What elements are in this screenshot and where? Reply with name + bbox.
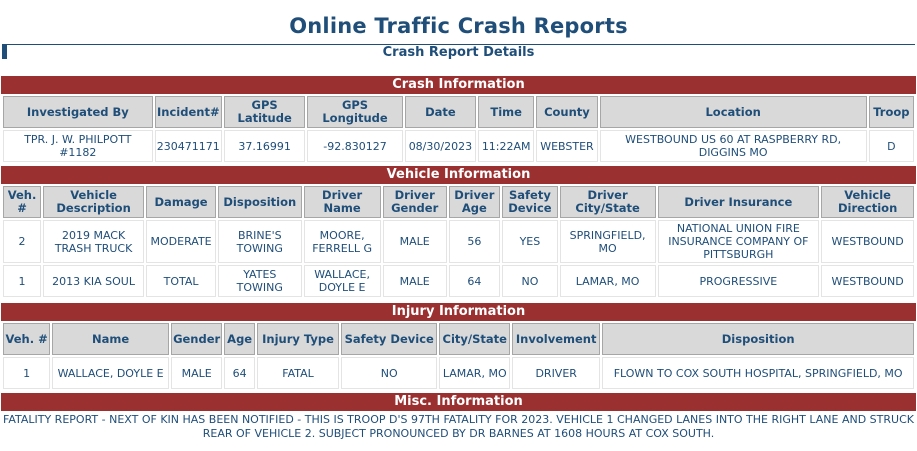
col-age: Age (224, 323, 255, 355)
col-name: Name (52, 323, 169, 355)
vehicle-table (1, 184, 916, 299)
driver-gender-value: MALE (383, 265, 447, 297)
col-date: Date (405, 96, 476, 128)
col-vehicle-direction: Vehicle Direction (821, 186, 914, 218)
crash-header-row (3, 96, 914, 128)
driver-insurance-value: NATIONAL UNION FIRE INSURANCE COMPANY OF PITTSBURGH (658, 220, 820, 263)
col-gender: Gender (171, 323, 222, 355)
col-county: County (536, 96, 597, 128)
gps-latitude-value: 37.16991 (224, 130, 305, 162)
vehicle-direction-value: WESTBOUND (821, 265, 914, 297)
col-veh-number: Veh. # (3, 323, 50, 355)
col-driver-gender: Driver Gender (383, 186, 447, 218)
involvement-value: DRIVER (512, 357, 600, 389)
veh-number-value: 1 (3, 357, 50, 389)
table-row (3, 220, 914, 263)
col-injury-type: Injury Type (257, 323, 339, 355)
injury-type-value: FATAL (257, 357, 339, 389)
table-row (3, 357, 914, 389)
col-damage: Damage (146, 186, 216, 218)
page-title: Online Traffic Crash Reports (289, 14, 628, 38)
investigated-by-value: TPR. J. W. PHILPOTT #1182 (3, 130, 153, 162)
gender-value: MALE (171, 357, 222, 389)
safety-device-value: YES (502, 220, 558, 263)
driver-name-value: MOORE, FERRELL G (304, 220, 381, 263)
misc-narrative: FATALITY REPORT - NEXT OF KIN HAS BEEN NOTIFIED - THIS IS TROOP D'S 97TH FATALITY FOR 2023. VEHICLE 1 CHANGED LANES INTO THE RIGHT LANE AND STRUCK REAR OF VEHICLE 2. SUBJECT PRONOUNCED BY DR BARNES AT 1608 HOURS AT COX SOUTH. (3, 413, 914, 440)
name-value: WALLACE, DOYLE E (52, 357, 169, 389)
vehicle-section-header: Vehicle Information (1, 166, 916, 184)
safety-device-value: NO (502, 265, 558, 297)
gps-longitude-value: -92.830127 (307, 130, 402, 162)
col-driver-age: Driver Age (449, 186, 501, 218)
damage-value: TOTAL (146, 265, 216, 297)
col-veh-number: Veh. # (3, 186, 41, 218)
safety-device-value: NO (341, 357, 437, 389)
table-row (3, 265, 914, 297)
col-driver-city-state: Driver City/State (560, 186, 656, 218)
col-gps-longitude: GPS Longitude (307, 96, 402, 128)
injury-header-row (3, 323, 914, 355)
col-location: Location (600, 96, 867, 128)
col-city-state: City/State (439, 323, 510, 355)
page-subtitle: Crash Report Details (382, 45, 535, 60)
col-involvement: Involvement (512, 323, 600, 355)
crash-table (1, 94, 916, 164)
table-row (3, 130, 914, 162)
damage-value: MODERATE (146, 220, 216, 263)
disposition-value: YATES TOWING (218, 265, 301, 297)
col-troop: Troop (869, 96, 914, 128)
incident-value: 230471171 (155, 130, 222, 162)
age-value: 64 (224, 357, 255, 389)
driver-city-state-value: SPRINGFIELD, MO (560, 220, 656, 263)
county-value: WEBSTER (536, 130, 597, 162)
disposition-value: BRINE'S TOWING (218, 220, 301, 263)
driver-age-value: 56 (449, 220, 501, 263)
city-state-value: LAMAR, MO (439, 357, 510, 389)
troop-value: D (869, 130, 914, 162)
vehicle-description-value: 2019 MACK TRASH TRUCK (43, 220, 144, 263)
driver-insurance-value: PROGRESSIVE (658, 265, 820, 297)
driver-age-value: 64 (449, 265, 501, 297)
vehicle-direction-value: WESTBOUND (821, 220, 914, 263)
col-disposition: Disposition (602, 323, 914, 355)
col-time: Time (478, 96, 534, 128)
injury-section-header: Injury Information (1, 303, 916, 321)
time-value: 11:22AM (478, 130, 534, 162)
col-gps-latitude: GPS Latitude (224, 96, 305, 128)
disposition-value: FLOWN TO COX SOUTH HOSPITAL, SPRINGFIELD, MO (602, 357, 914, 389)
col-safety-device: Safety Device (502, 186, 558, 218)
crash-section-header: Crash Information (1, 76, 916, 94)
injury-table (1, 321, 916, 391)
col-incident: Incident# (155, 96, 222, 128)
col-investigated-by: Investigated By (3, 96, 153, 128)
date-value: 08/30/2023 (405, 130, 476, 162)
location-value: WESTBOUND US 60 AT RASPBERRY RD, DIGGINS MO (600, 130, 867, 162)
vehicle-description-value: 2013 KIA SOUL (43, 265, 144, 297)
driver-name-value: WALLACE, DOYLE E (304, 265, 381, 297)
col-vehicle-description: Vehicle Description (43, 186, 144, 218)
col-driver-name: Driver Name (304, 186, 381, 218)
col-safety-device: Safety Device (341, 323, 437, 355)
col-driver-insurance: Driver Insurance (658, 186, 820, 218)
driver-gender-value: MALE (383, 220, 447, 263)
veh-number-value: 2 (3, 220, 41, 263)
driver-city-state-value: LAMAR, MO (560, 265, 656, 297)
misc-section-header: Misc. Information (1, 393, 916, 411)
col-disposition: Disposition (218, 186, 301, 218)
vehicle-header-row (3, 186, 914, 218)
veh-number-value: 1 (3, 265, 41, 297)
